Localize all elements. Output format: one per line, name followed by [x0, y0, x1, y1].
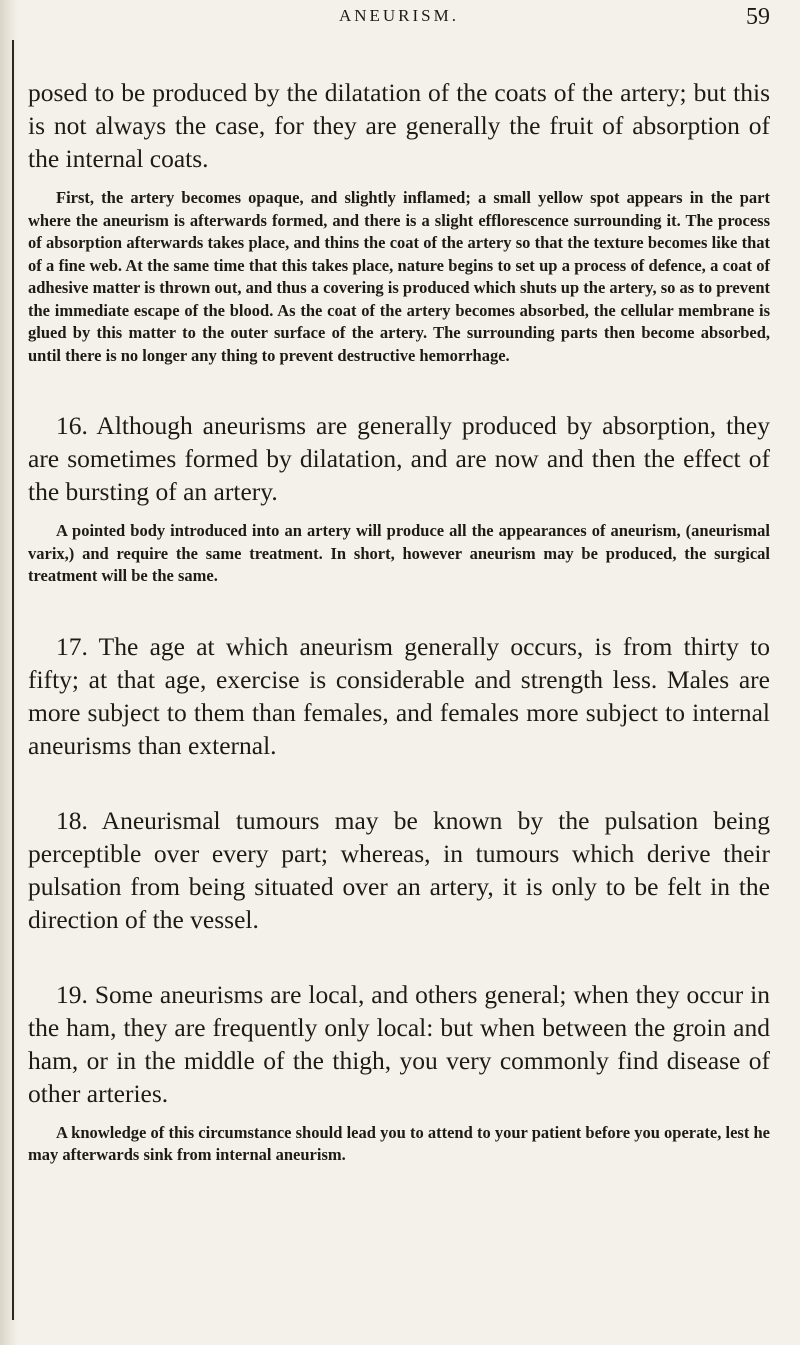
running-head: ANEURISM. — [338, 6, 460, 25]
section-19 — [28, 978, 770, 1167]
section-17 — [28, 630, 770, 762]
paragraph-16: 16. Although aneurisms are generally produced by absorption, they are sometimes formed by dilatation, and are now and then the effect of the bursting of an artery. — [28, 411, 770, 506]
paragraph-17: 17. The age at which aneurism generally occurs, is from thirty to fifty; at that age, exercise is considerable and strength less. Males are more subject to them than females, and females more subject to internal aneurisms than external. — [28, 631, 770, 760]
note-continued: First, the artery becomes opaque, and slightly inflamed; a small yellow spot appears in the part where the aneurism is afterwards formed, and there is a slight efflorescence surrounding it. The process of absorption afterwards takes place, and thins the coat of the artery so that the texture becomes like that of a fine web. At the same time that this takes place, nature begins to set up a process of defence, a coat of adhesive matter is thrown out, and thus a covering is produced which shuts up the artery, so as to prevent the immediate escape of the blood. As the coat of the artery becomes absorbed, the cellular membrane is glued by this matter to the outer surface of the artery. The surrounding parts then become absorbed, until there is no longer any thing to prevent destructive hemorrhage. — [28, 188, 770, 365]
paragraph-19: 19. Some aneurisms are local, and others general; when they occur in the ham, they are frequently only local: but when between the groin and ham, or in the middle of the thigh, you very commonly find disease of other arteries. — [28, 979, 770, 1108]
section-16 — [28, 409, 770, 588]
page-number: 59 — [746, 4, 770, 30]
note-19: A knowledge of this circumstance should lead you to attend to your patient before you operate, lest he may afterwards sink from internal aneurism. — [28, 1122, 770, 1164]
page-header — [28, 0, 770, 70]
paragraph-continued: posed to be produced by the dilatation of the coats of the artery; but this is not always the case, for they are generally the fruit of absorption of the internal coats. — [28, 78, 770, 173]
note-16: A pointed body introduced into an artery will produce all the appearances of aneurism, (aneurismal varix,) and require the same treatment. In short, however aneurism may be produced, the surgical treatment will be the same. — [28, 521, 770, 585]
book-page — [28, 0, 770, 1167]
page-gutter — [0, 0, 18, 1345]
section-18 — [28, 804, 770, 936]
paragraph-18: 18. Aneurismal tumours may be known by the pulsation being perceptible over every part; whereas, in tumours which derive their pulsation from being situated over an artery, it is only to be felt in the direction of the vessel. — [28, 805, 770, 934]
continued-section — [28, 76, 770, 367]
binding-edge-line — [12, 40, 14, 1320]
